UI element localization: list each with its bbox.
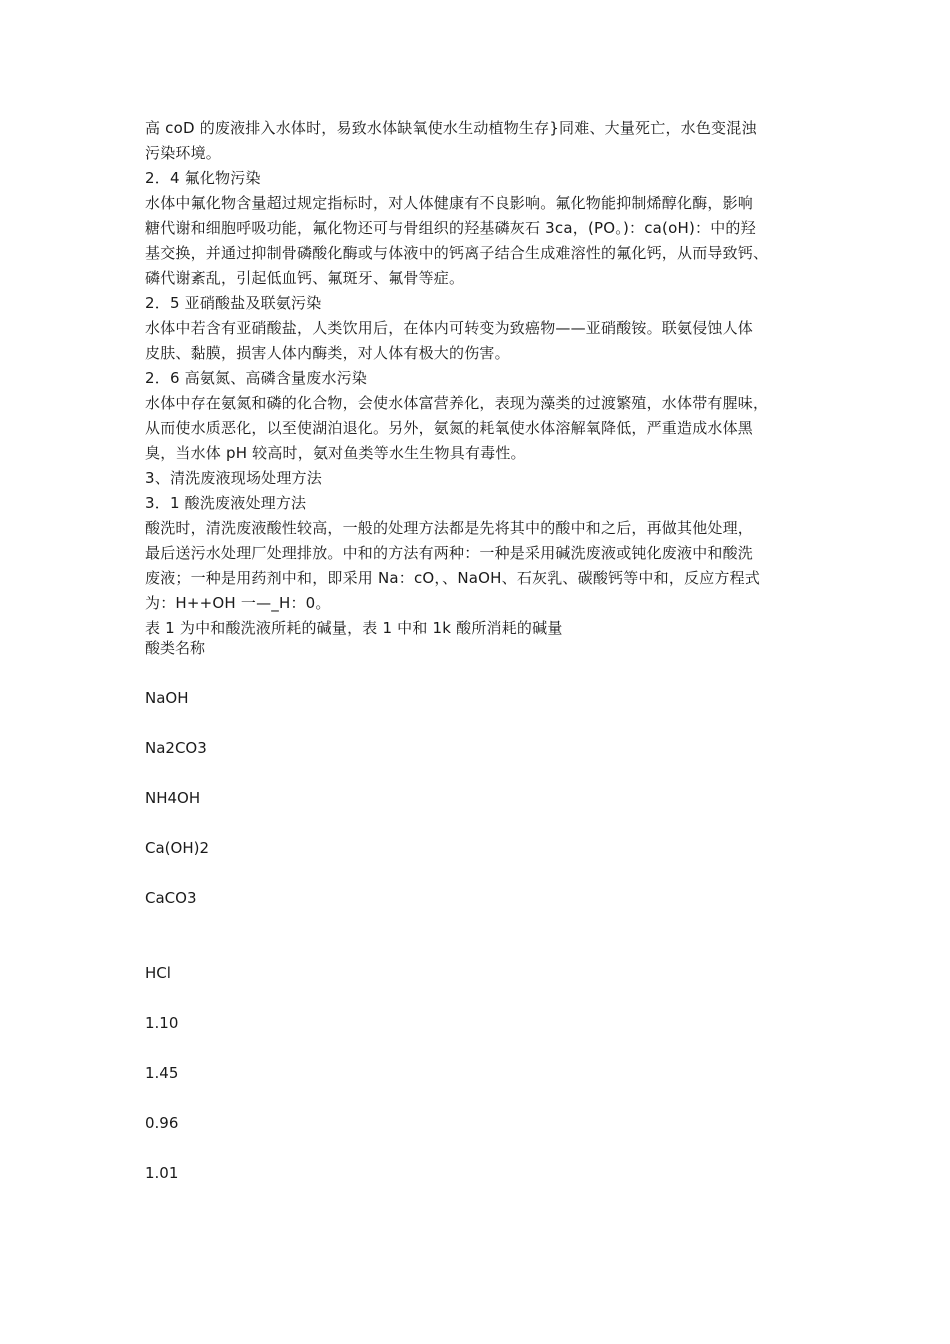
section-heading: 2．4 氟化物污染	[145, 169, 261, 187]
table-cell: 1.45	[145, 1064, 179, 1082]
paragraph-line: 从而使水质恶化，以至使湖泊退化。另外，氨氮的耗氧使水体溶解氧降低，严重造成水体黑	[145, 419, 754, 437]
table-cell: Ca(OH)2	[145, 839, 209, 857]
paragraph-line: 皮肤、黏膜，损害人体内酶类，对人体有极大的伤害。	[145, 344, 510, 362]
paragraph-line: 水体中氟化物含量超过规定指标时，对人体健康有不良影响。氟化物能抑制烯醇化酶，影响	[145, 194, 754, 212]
paragraph-line: 为：H++OH 一—_H：0。	[145, 594, 331, 612]
table-cell: NH4OH	[145, 789, 201, 807]
table-cell: HCl	[145, 964, 171, 982]
paragraph-line: 污染环境。	[145, 144, 222, 162]
paragraph-line: 高 coD 的废液排入水体时，易致水体缺氧使水生动植物生存}同难、大量死亡，水色变混浊	[145, 119, 757, 137]
table-cell: CaCO3	[145, 889, 197, 907]
section-heading: 3．1 酸洗废液处理方法	[145, 494, 307, 512]
paragraph-line: 酸洗时，清洗废液酸性较高，一般的处理方法都是先将其中的酸中和之后，再做其他处理，	[145, 519, 754, 537]
paragraph-line: 最后送污水处理厂处理排放。中和的方法有两种：一种是采用碱洗废液或钝化废液中和酸洗	[145, 544, 754, 562]
table-cell: 1.10	[145, 1014, 179, 1032]
table-cell: NaOH	[145, 689, 189, 707]
paragraph-line: 废液；一种是用药剂中和，即采用 Na：cO，、NaOH、石灰乳、碳酸钙等中和，反应方程式	[145, 569, 761, 587]
section-heading: 2．6 高氨氮、高磷含量废水污染	[145, 369, 368, 387]
section-heading: 2．5 亚硝酸盐及联氨污染	[145, 294, 322, 312]
paragraph-line: 糖代谢和细胞呼吸功能，氟化物还可与骨组织的羟基磷灰石 3ca，(PO。)：ca(oH)：中的羟	[145, 219, 756, 237]
paragraph-line: 水体中存在氨氮和磷的化合物，会使水体富营养化，表现为藻类的过渡繁殖，水体带有腥味，	[145, 394, 769, 412]
alkali-consumption-table	[145, 636, 209, 1186]
table-cell: 1.01	[145, 1164, 179, 1182]
table-cell: Na2CO3	[145, 739, 207, 757]
paragraph-line: 基交换，并通过抑制骨磷酸化酶或与体液中的钙离子结合生成难溶性的氟化钙，从而导致钙、	[145, 244, 769, 262]
document-body	[145, 116, 815, 641]
table-cell: 0.96	[145, 1114, 179, 1132]
paragraph-line: 臭，当水体 pH 较高时，氨对鱼类等水生生物具有毒性。	[145, 444, 526, 462]
table-header-cell: 酸类名称	[145, 639, 206, 657]
table-caption: 表 1 为中和酸洗液所耗的碱量，表 1 中和 1k 酸所消耗的碱量	[145, 619, 563, 637]
paragraph-line: 水体中若含有亚硝酸盐，人类饮用后，在体内可转变为致癌物——亚硝酸铵。联氨侵蚀人体	[145, 319, 754, 337]
section-heading: 3、清洗废液现场处理方法	[145, 469, 322, 487]
paragraph-line: 磷代谢紊乱，引起低血钙、氟斑牙、氟骨等症。	[145, 269, 465, 287]
